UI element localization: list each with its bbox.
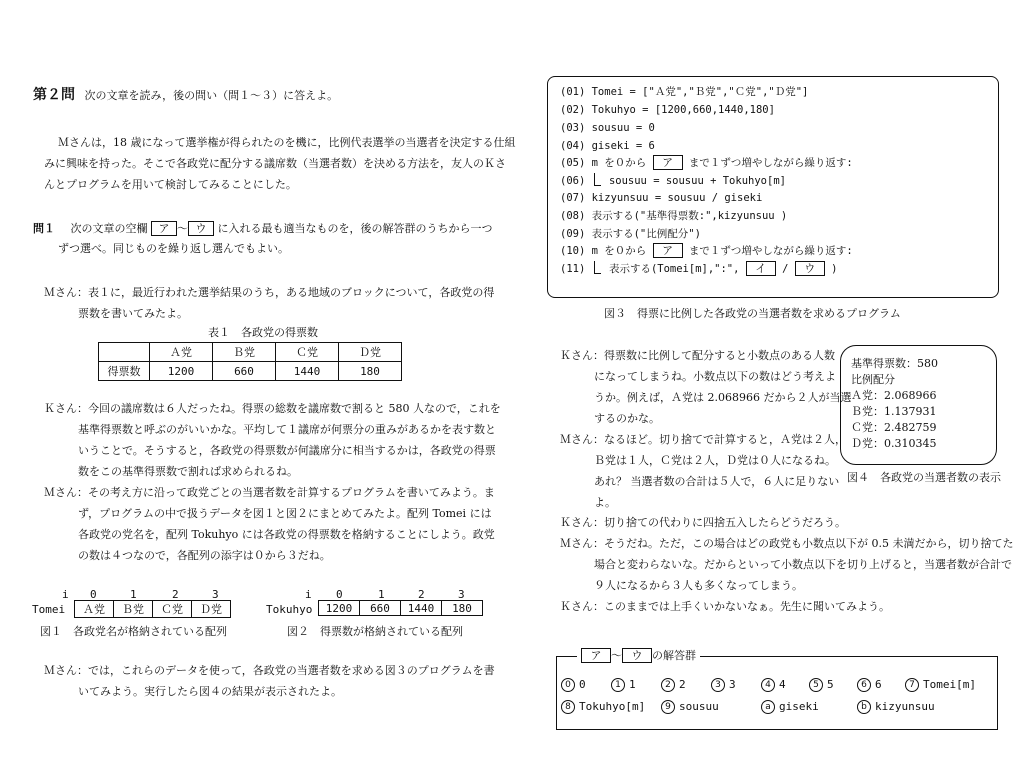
dialogue-line: の数は４つなので，各配列の添字は０から３だね。 [78,549,331,562]
index: 2 [172,588,179,601]
option-mark: 5 [809,678,823,692]
tilde: ～ [177,222,188,235]
array-cell: 1200 [319,601,360,616]
code-text: (06) [560,175,586,187]
fig4-caption: 図４ 各政党の当選者数の表示 [847,471,1001,484]
option-8 [561,700,645,714]
code-line-07: (07) kizyunsuu = sousuu / giseki [560,192,763,204]
fig3-caption: 図３ 得票に比例した各政党の当選者数を求めるプログラム [604,307,901,320]
intro-line: んとプログラムを用いて検討してみることにした。 [44,178,297,191]
option-mark: 6 [857,678,871,692]
option-mark: 0 [561,678,575,692]
table-cell: 180 [339,362,402,381]
index: 1 [130,588,137,601]
fig2-array [318,600,483,616]
intro-line: みに興味を持った。そこで各政党に配分する議席数（当選者数）を決める方法を，友人のＫさ [44,157,506,170]
dialogue-line: いうことで。そうすると，各政党の得票数が何議席分に相当するかは，各政党の得票 [78,444,496,457]
table-cell: 660 [213,362,276,381]
dialogue-m4 [560,429,846,513]
dialogue-line: 数をこの基準得票数で割れば求められるね。 [78,465,298,478]
table1-caption: 表１ 各政党の得票数 [208,326,318,339]
array-cell: Ｃ党 [153,601,192,618]
result-lines [851,356,938,452]
dialogue-m2 [44,482,495,566]
table-cell: 1440 [276,362,339,381]
option-text: 3 [729,678,736,691]
option-2 [661,678,686,692]
dialogue-line: Ｂ党は１人，Ｃ党は２人，Ｄ党は０人になるね。 [594,454,836,467]
index: 1 [378,588,385,601]
code-line-01: (01) Tomei = ["Ａ党","Ｂ党","Ｃ党","Ｄ党"] [560,86,809,98]
blank-a-label: ア [653,243,683,258]
table-cell: 1200 [150,362,213,381]
index: 0 [336,588,343,601]
blank-u-label: ウ [188,221,214,236]
code-text: (05) m を０から [560,157,647,169]
array-cell: Ｄ党 [192,601,231,618]
table-row [99,362,402,381]
blank-a-label: ア [653,155,683,170]
option-1 [611,678,636,692]
answer-group-suffix: の解答群 [652,649,696,662]
code-text: ) [831,263,838,275]
option-text: Tomei[m] [923,678,976,691]
dialogue-k2 [560,345,851,429]
dialogue-line: Ｋさん：今回の議席数は６人だったね。得票の総数を議席数で割ると 580 人なので，これを [44,402,501,415]
dialogue-line: Ｍさん：なるほど。切り捨てで計算すると，Ａ党は２人， [560,433,846,446]
table-cell: Ｄ党 [339,343,402,362]
code-line-03: (03) sousuu = 0 [560,122,655,134]
dialogue-line: 各政党の党名を，配列 Tokuhyo には各政党の得票数を格納することにしよう。政党 [78,528,495,541]
q1-text: 次の文章の空欄 [70,222,148,235]
code-text: 表示する(Tomei[m],":", [608,263,740,275]
blank-i-label: イ [746,261,776,276]
blank-u-label: ウ [622,648,652,663]
array-cell: 180 [442,601,483,616]
option-text: sousuu [679,700,719,713]
option-3 [711,678,736,692]
dialogue-line: Ｍさん：その考え方に沿って政党ごとの当選者数を計算するプログラムを書いてみよう。ま [44,486,495,499]
dialogue-line: 基準得票数と呼ぶのがいいかな。平均して１議席が何票分の重みがあるかを表す数と [78,423,496,436]
dialogue-line: ９人になるから３人も多くなってしまう。 [594,579,803,592]
q1-text: に入れる最も適当なものを，後の解答群のうちから一つ [217,222,493,235]
table-cell: 得票数 [99,362,150,381]
index: 0 [90,588,97,601]
code-text: まで１ずつ増やしながら繰り返す: [688,157,853,169]
option-text: giseki [779,700,819,713]
fig1-index-label: i [62,588,69,601]
array-cell: Ａ党 [75,601,114,618]
result-line: Ａ党：2.068966 [851,389,937,402]
q1-line2: ずつ選べ。同じものを繰り返し選んでもよい。 [58,242,289,255]
array-cell: Ｂ党 [114,601,153,618]
code-line-10 [560,243,853,258]
option-mark: 7 [905,678,919,692]
code-line-04: (04) giseki = 6 [560,140,655,152]
option-text: 2 [679,678,686,691]
option-mark: 2 [661,678,675,692]
option-mark: 4 [761,678,775,692]
dialogue-line: 場合と変わらないな。だからといって小数点以下を切り上げると，当選者数が合計で [594,558,1012,571]
array-cell: 660 [360,601,401,616]
intro-line: Ｍさんは，18 歳になって選挙権が得られたのを機に，比例代表選挙の当選者を決定する仕組 [58,136,516,149]
dialogue-line: Ｍさん：そうだね。ただ，この場合はどの政党も小数点以下が 0.5 未満だから，切り捨てた [560,537,1014,550]
option-b [857,700,935,714]
result-line: Ｄ党：0.310345 [851,437,937,450]
table-row [99,343,402,362]
dialogue-line: ず，プログラムの中で扱うデータを図１と図２にまとめてみたよ。配列 Tomei には [78,507,492,520]
option-mark: 9 [661,700,675,714]
fig2-caption: 図２ 得票数が格納されている配列 [287,625,463,638]
dialogue-line: するのかな。 [594,412,660,425]
table-cell [99,343,150,362]
intro-paragraph [58,132,516,153]
option-text: kizyunsuu [875,700,935,713]
option-text: 4 [779,678,786,691]
dialogue-line: になってしまうね。小数点以下の数はどう考えよ [594,370,836,383]
table-cell: Ｂ党 [213,343,276,362]
table-cell: Ｃ党 [276,343,339,362]
table1 [98,342,402,381]
dialogue-k1 [44,398,501,482]
code-text: sousuu = sousuu + Tokuhyo[m] [608,175,786,187]
array-row [75,601,231,618]
code-text: (11) [560,263,586,275]
option-a [761,700,819,714]
dialogue-m5 [560,533,1013,596]
option-6 [857,678,882,692]
code-line-09: (09) 表示する("比例配分") [560,228,701,240]
option-mark: 3 [711,678,725,692]
intro-paragraph-cont [44,153,506,195]
dialogue-m1 [44,282,494,324]
fig1-caption: 図１ 各政党名が格納されている配列 [40,625,227,638]
blank-u-label: ウ [795,261,825,276]
fig2-index-label: i [305,588,312,601]
answer-row-1 [561,678,991,694]
option-mark: 1 [611,678,625,692]
array-cell: 1440 [401,601,442,616]
option-mark: 8 [561,700,575,714]
dialogue-line: うか。例えば，Ａ党は 2.068966 だから２人が当選 [594,391,852,404]
option-4 [761,678,786,692]
dialogue-line: いてみよう。実行したら図４の結果が表示されたよ。 [78,685,342,698]
code-text: / [782,263,789,275]
q1-prompt [33,218,493,239]
index: 3 [458,588,465,601]
fig1-array [74,600,231,618]
option-5 [809,678,834,692]
dialogue-line: Ｍさん：では，これらのデータを使って，各政党の当選者数を求める図３のプログラムを書 [44,664,495,677]
answer-group-title [577,647,700,663]
result-line: 基準得票数：580 [851,357,938,370]
loop-bracket [594,261,601,274]
code-line-02: (02) Tokuhyo = [1200,660,1440,180] [560,104,775,116]
option-9 [661,700,719,714]
option-text: 6 [875,678,882,691]
code-line-11 [560,261,837,276]
dialogue-k3: Ｋさん：切り捨ての代わりに四捨五入したらどうだろう。 [560,516,846,529]
blank-a-label: ア [151,221,177,236]
code-line-05 [560,155,853,170]
tilde: ～ [611,649,622,662]
dialogue-line: Ｋさん：得票数に比例して配分すると小数点のある人数 [560,349,835,362]
index: 2 [418,588,425,601]
answer-row-2 [561,700,991,716]
answer-group [556,649,998,730]
option-7 [905,678,976,692]
code-text: まで１ずつ増やしながら繰り返す: [688,245,853,257]
fig2-array-name: Tokuhyo [266,603,313,616]
dialogue-line: よ。 [594,496,616,509]
dialogue-m3 [44,660,495,702]
result-line: Ｂ党：1.137931 [851,405,937,418]
dialogue-line: Ｍさん：表１に，最近行われた選挙結果のうち，ある地域のブロックについて，各政党の得 [44,286,495,299]
blank-a-label: ア [581,648,611,663]
option-text: 5 [827,678,834,691]
option-text: 1 [629,678,636,691]
dialogue-k4: Ｋさん：このままでは上手くいかないなぁ。先生に聞いてみよう。 [560,600,890,613]
index: 3 [212,588,219,601]
question-number: 第２問 [33,87,75,103]
code-line-06 [560,173,786,188]
result-line: Ｃ党：2.482759 [851,421,937,434]
question-header [33,84,338,104]
code-text: (10) m を０から [560,245,647,257]
table-cell: Ａ党 [150,343,213,362]
result-box [840,345,997,465]
program-box [547,76,999,298]
question-instruction: 次の文章を読み，後の問い（問１～３）に答えよ。 [84,89,339,102]
result-line: 比例配分 [851,373,895,386]
option-0 [561,678,586,692]
option-text: Tokuhyo[m] [579,700,646,713]
option-mark: a [761,700,775,714]
code-line-08: (08) 表示する("基準得票数:",kizyunsuu ) [560,210,788,222]
fig1-array-name: Tomei [32,603,66,616]
dialogue-line: 票数を書いてみたよ。 [78,307,188,320]
array-row [319,601,483,616]
loop-bracket [594,173,601,186]
option-text: 0 [579,678,586,691]
dialogue-line: あれ？ 当選者数の合計は５人で，６人に足りない [594,475,840,488]
q1-label: 問１ [33,222,55,235]
option-mark: b [857,700,871,714]
